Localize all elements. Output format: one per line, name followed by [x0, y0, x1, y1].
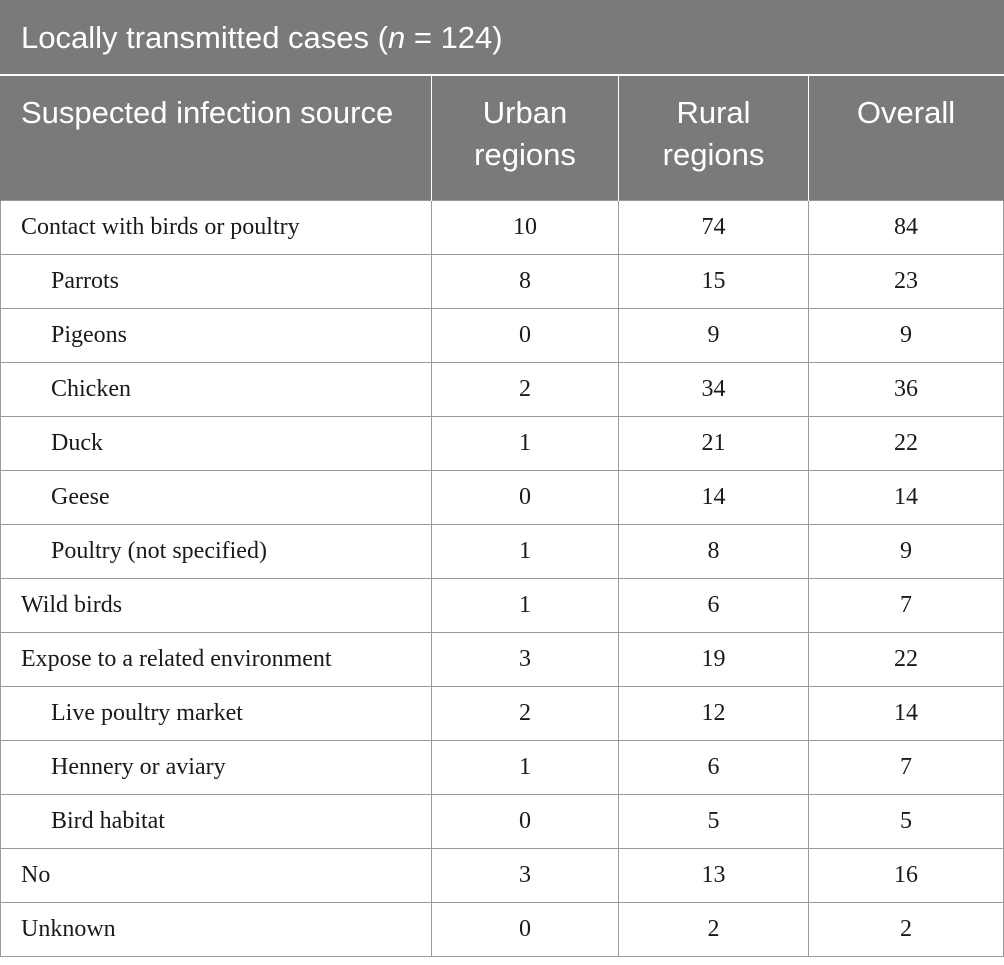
table-row	[1, 201, 1004, 255]
overall-cell: 23	[809, 255, 1004, 309]
overall-cell: 9	[809, 525, 1004, 579]
column-header-row	[1, 75, 1004, 201]
title-prefix: Locally transmitted cases (	[21, 19, 388, 55]
urban-cell: 1	[432, 417, 619, 471]
row-label: Expose to a related environment	[1, 633, 432, 687]
table-title-row	[1, 1, 1004, 76]
table-row	[1, 687, 1004, 741]
urban-cell: 2	[432, 363, 619, 417]
urban-cell: 0	[432, 309, 619, 363]
rural-cell: 13	[619, 849, 809, 903]
table-row	[1, 903, 1004, 957]
table-row	[1, 633, 1004, 687]
overall-cell: 84	[809, 201, 1004, 255]
urban-cell: 3	[432, 849, 619, 903]
row-label: Wild birds	[1, 579, 432, 633]
row-label: Poultry (not specified)	[1, 525, 432, 579]
overall-cell: 14	[809, 687, 1004, 741]
overall-cell: 16	[809, 849, 1004, 903]
table-row	[1, 255, 1004, 309]
overall-cell: 14	[809, 471, 1004, 525]
rural-cell: 15	[619, 255, 809, 309]
title-suffix: = 124)	[405, 19, 503, 55]
urban-cell: 2	[432, 687, 619, 741]
urban-cell: 0	[432, 795, 619, 849]
rural-cell: 2	[619, 903, 809, 957]
urban-cell: 0	[432, 471, 619, 525]
header-rural: Rural regions	[619, 75, 809, 201]
row-label: Geese	[1, 471, 432, 525]
urban-cell: 0	[432, 903, 619, 957]
rural-cell: 21	[619, 417, 809, 471]
urban-cell: 1	[432, 525, 619, 579]
row-label: Pigeons	[1, 309, 432, 363]
rural-cell: 6	[619, 741, 809, 795]
header-urban: Urban regions	[432, 75, 619, 201]
urban-cell: 1	[432, 741, 619, 795]
rural-cell: 8	[619, 525, 809, 579]
table-row	[1, 309, 1004, 363]
rural-cell: 12	[619, 687, 809, 741]
row-label: Unknown	[1, 903, 432, 957]
rural-cell: 6	[619, 579, 809, 633]
row-label: No	[1, 849, 432, 903]
row-label: Bird habitat	[1, 795, 432, 849]
overall-cell: 22	[809, 417, 1004, 471]
overall-cell: 7	[809, 579, 1004, 633]
table-row	[1, 579, 1004, 633]
urban-cell: 8	[432, 255, 619, 309]
rural-cell: 34	[619, 363, 809, 417]
table-row	[1, 471, 1004, 525]
table-row	[1, 363, 1004, 417]
table-row	[1, 849, 1004, 903]
overall-cell: 5	[809, 795, 1004, 849]
header-overall: Overall	[809, 75, 1004, 201]
title-n-symbol: n	[387, 19, 406, 55]
overall-cell: 2	[809, 903, 1004, 957]
table-row	[1, 525, 1004, 579]
table-row	[1, 795, 1004, 849]
table-row	[1, 417, 1004, 471]
rural-cell: 5	[619, 795, 809, 849]
overall-cell: 7	[809, 741, 1004, 795]
table-row	[1, 741, 1004, 795]
row-label: Live poultry market	[1, 687, 432, 741]
rural-cell: 74	[619, 201, 809, 255]
row-label: Duck	[1, 417, 432, 471]
row-label: Contact with birds or poultry	[1, 201, 432, 255]
rural-cell: 14	[619, 471, 809, 525]
rural-cell: 9	[619, 309, 809, 363]
row-label: Parrots	[1, 255, 432, 309]
overall-cell: 22	[809, 633, 1004, 687]
urban-cell: 10	[432, 201, 619, 255]
table-title	[1, 1, 1004, 76]
rural-cell: 19	[619, 633, 809, 687]
overall-cell: 36	[809, 363, 1004, 417]
urban-cell: 1	[432, 579, 619, 633]
row-label: Hennery or aviary	[1, 741, 432, 795]
header-source: Suspected infection source	[1, 75, 432, 201]
overall-cell: 9	[809, 309, 1004, 363]
row-label: Chicken	[1, 363, 432, 417]
urban-cell: 3	[432, 633, 619, 687]
